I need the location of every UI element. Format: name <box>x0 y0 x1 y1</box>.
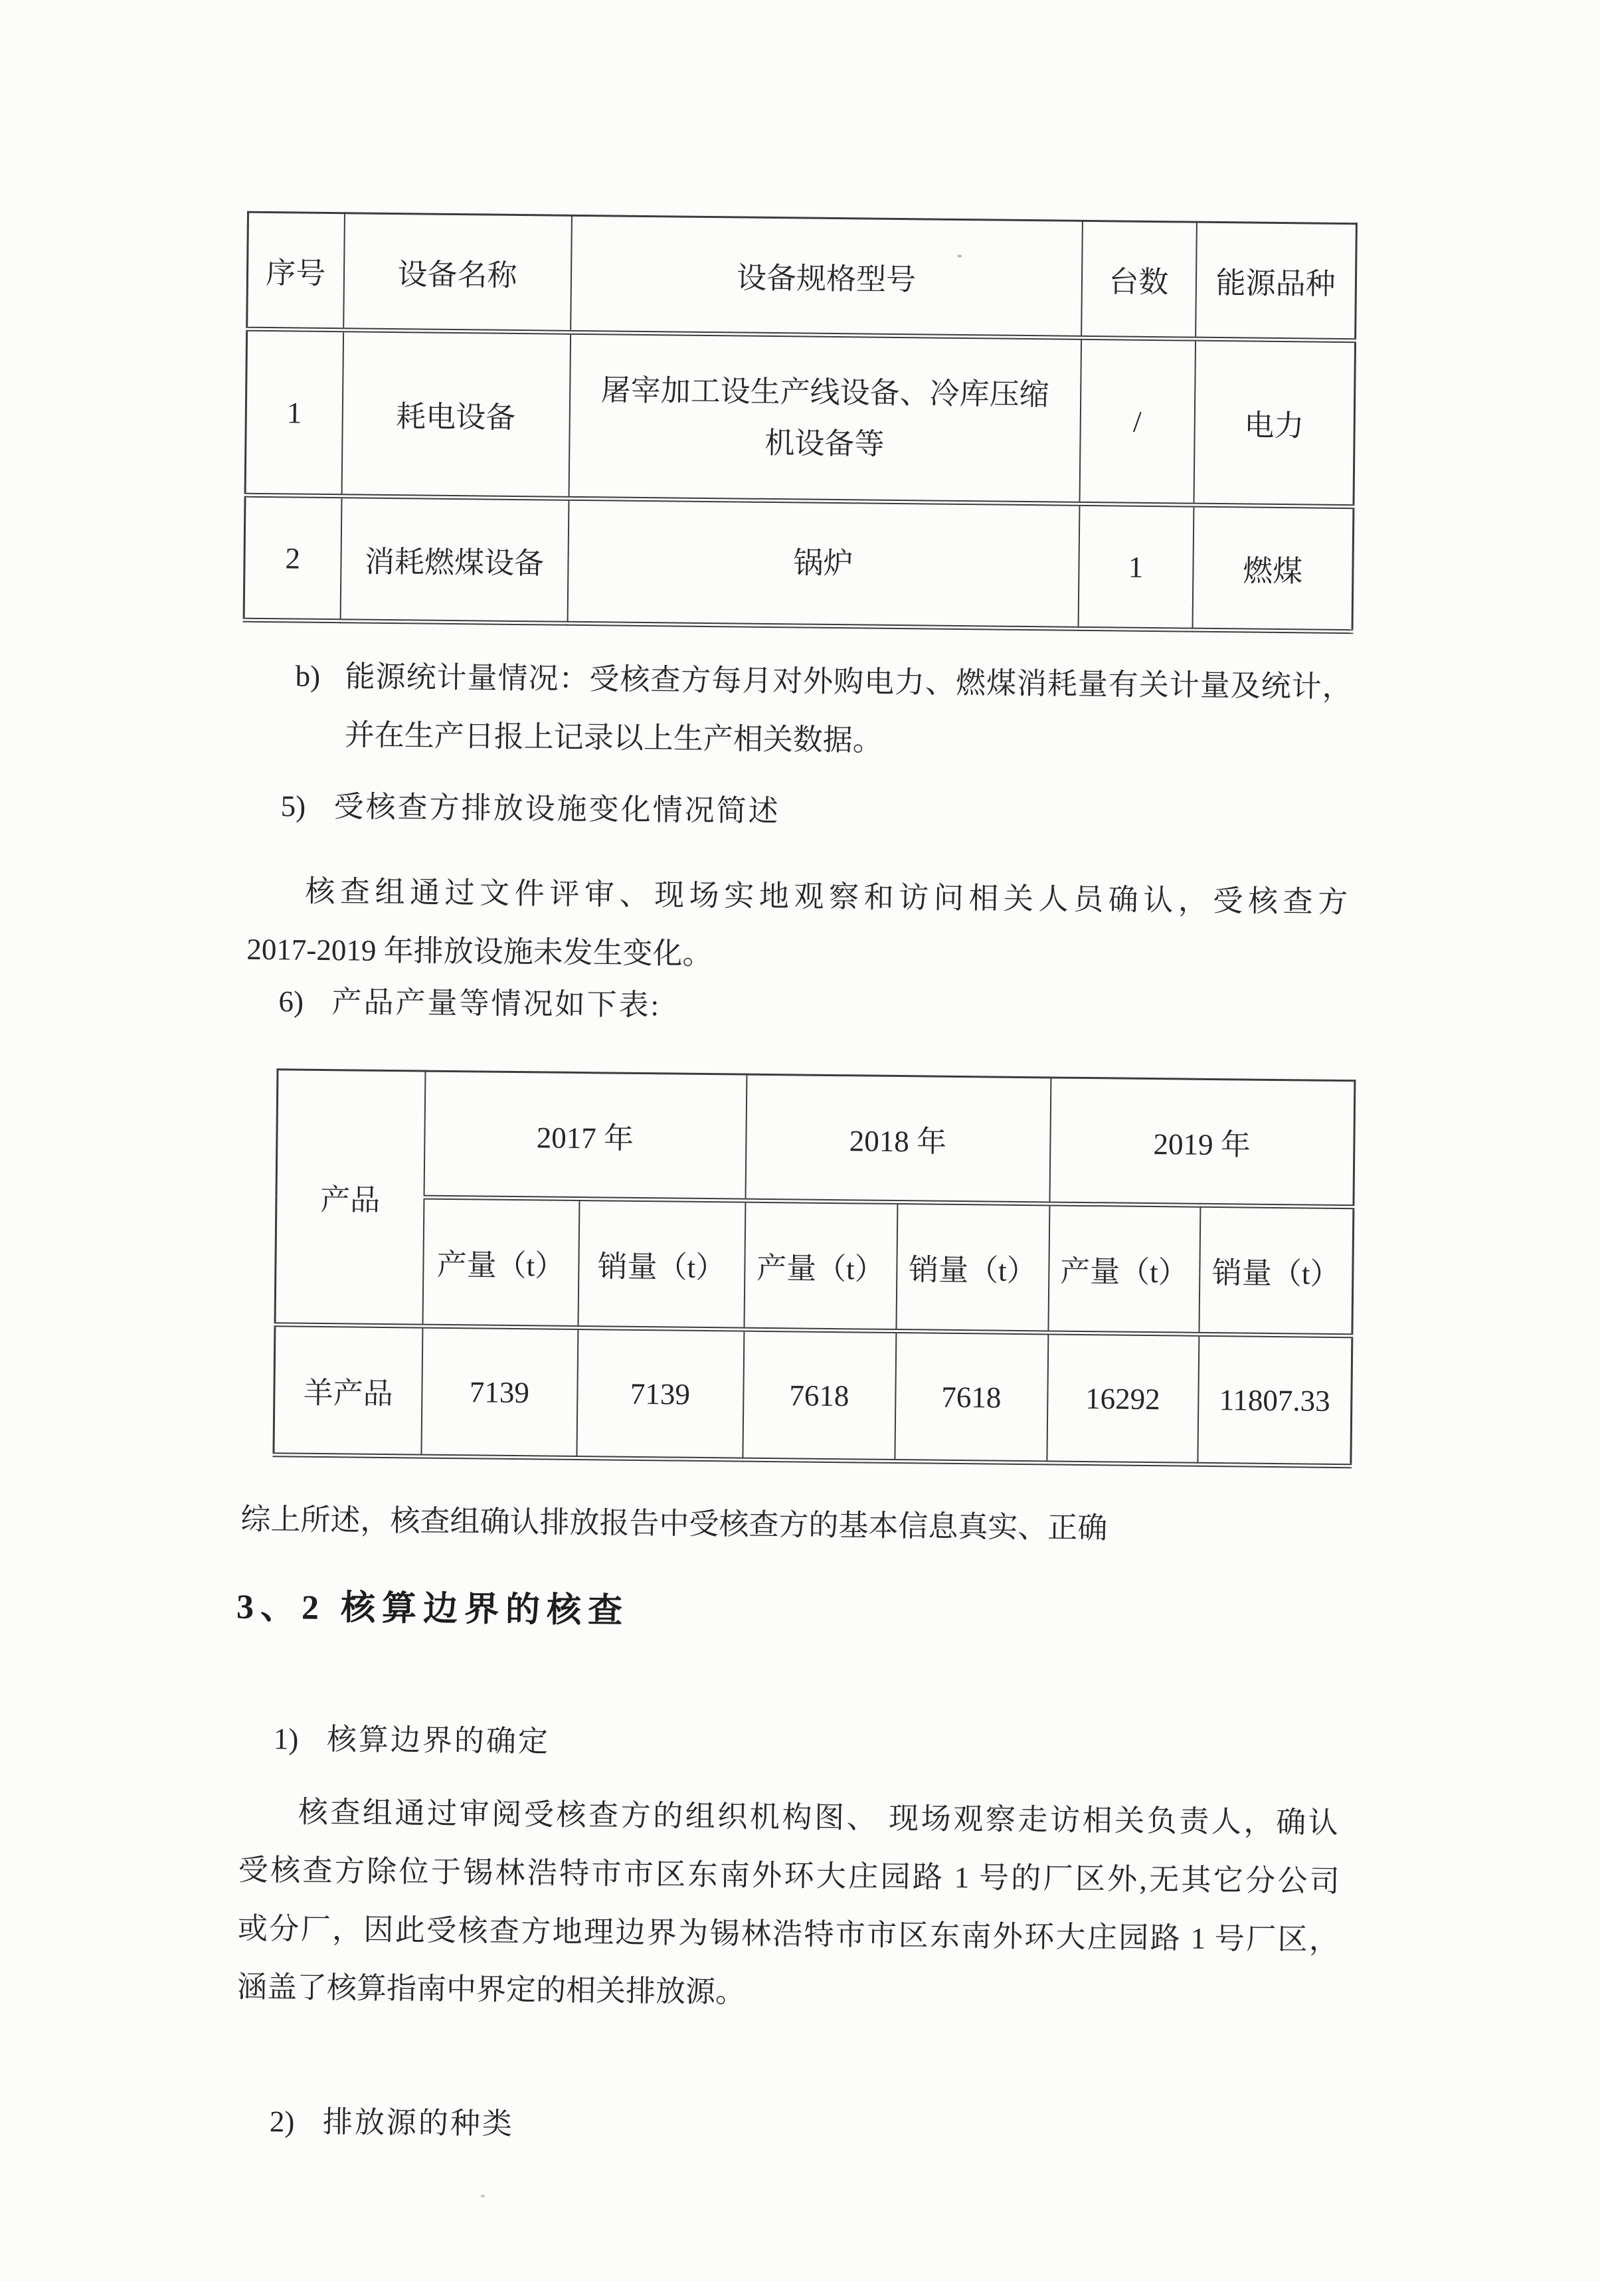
equipment-cell-name: 消耗燃煤设备 <box>340 496 569 624</box>
item-5-text: 受核查方排放设施变化情况简述 <box>333 790 780 828</box>
equipment-cell-spec: 屠宰加工设生产线设备、冷库压缩机设备等 <box>569 332 1081 504</box>
scan-speck <box>957 254 962 258</box>
equipment-cell-spec: 锅炉 <box>567 498 1079 628</box>
products-table-subheader-row <box>275 1196 1354 1336</box>
products-subheader-sales: 销量（t） <box>896 1202 1049 1333</box>
equipment-cell-energy: 燃煤 <box>1192 505 1354 632</box>
products-subheader-output: 产量（t） <box>1048 1204 1200 1334</box>
products-subheader-sales: 销量（t） <box>1199 1205 1354 1335</box>
equipment-table-header-row <box>247 212 1357 340</box>
para-1-line-1: 核查组通过审阅受核查方的组织机构图、 现场观察走访相关负责人，确认 <box>298 1795 1338 1840</box>
products-table-year-row <box>276 1070 1355 1207</box>
para-1-line-4: 涵盖了核算指南中界定的相关排放源。 <box>236 1970 746 2009</box>
products-cell-value: 7618 <box>743 1329 896 1461</box>
products-header-year-2017: 2017 年 <box>424 1071 747 1200</box>
equipment-cell-seq: 1 <box>245 329 343 496</box>
section-heading: 3、2 核算边界的核查 <box>236 1588 630 1630</box>
item-2-text: 排放源的种类 <box>322 2105 515 2141</box>
equipment-header-seq: 序号 <box>247 212 345 330</box>
products-cell-value: 11807.33 <box>1198 1334 1352 1466</box>
products-header-product: 产品 <box>275 1070 425 1326</box>
products-table <box>272 1068 1356 1468</box>
products-header-year-2019: 2019 年 <box>1049 1078 1355 1207</box>
item-b-line-2: 并在生产日报上记录以上生产相关数据。 <box>344 718 883 757</box>
products-cell-value: 7618 <box>895 1331 1048 1463</box>
item-2-label: 2) <box>269 2105 295 2139</box>
products-subheader-output: 产量（t） <box>422 1197 579 1327</box>
item-b-label: b) <box>295 659 321 693</box>
item-6-text: 产品产量等情况如下表: <box>331 985 662 1022</box>
equipment-table <box>243 211 1358 634</box>
equipment-table-row <box>244 495 1354 631</box>
item-6-label: 6) <box>278 985 304 1018</box>
para-5-line-2: 2017-2019 年排放设施未发生变化。 <box>246 932 713 971</box>
products-cell-value: 7139 <box>577 1328 744 1460</box>
equipment-cell-count: / <box>1079 337 1196 505</box>
scan-speck <box>481 2195 485 2198</box>
products-header-year-2018: 2018 年 <box>745 1074 1051 1204</box>
products-cell-value: 7139 <box>421 1326 578 1458</box>
equipment-header-energy: 能源品种 <box>1196 222 1357 341</box>
para-5-line-1: 核查组通过文件评审、现场实地观察和访问相关人员确认，受核查方 <box>305 874 1348 919</box>
products-table-data-row <box>274 1325 1352 1466</box>
products-cell-value: 16292 <box>1047 1333 1199 1464</box>
equipment-cell-seq: 2 <box>244 495 341 621</box>
products-subheader-sales: 销量（t） <box>578 1199 745 1330</box>
summary-line: 综上所述，核查组确认排放报告中受核查方的基本信息真实、正确 <box>240 1502 1108 1545</box>
para-1-line-2: 受核查方除位于锡林浩特市市区东南外环大庄园路 1 号的厂区外,无其它分公司 <box>238 1853 1340 1899</box>
equipment-cell-energy: 电力 <box>1194 339 1356 507</box>
item-1-text: 核算边界的确定 <box>326 1723 551 1759</box>
equipment-table-row <box>245 329 1356 506</box>
equipment-cell-name: 耗电设备 <box>341 330 571 499</box>
equipment-header-spec: 设备规格型号 <box>571 215 1083 337</box>
item-1-label: 1) <box>273 1722 299 1756</box>
para-1-line-3: 或分厂，因此受核查方地理边界为锡林浩特市市区东南外环大庄园路 1 号厂区， <box>237 1911 1340 1957</box>
equipment-header-name: 设备名称 <box>343 213 572 333</box>
item-b-line-1: 能源统计量情况：受核查方每月对外购电力、燃煤消耗量有关计量及统计， <box>345 660 1352 704</box>
equipment-cell-count: 1 <box>1078 504 1194 630</box>
equipment-header-count: 台数 <box>1081 221 1197 339</box>
products-cell-product: 羊产品 <box>274 1325 422 1456</box>
item-5-label: 5) <box>280 789 306 823</box>
products-subheader-output: 产量（t） <box>744 1200 897 1331</box>
